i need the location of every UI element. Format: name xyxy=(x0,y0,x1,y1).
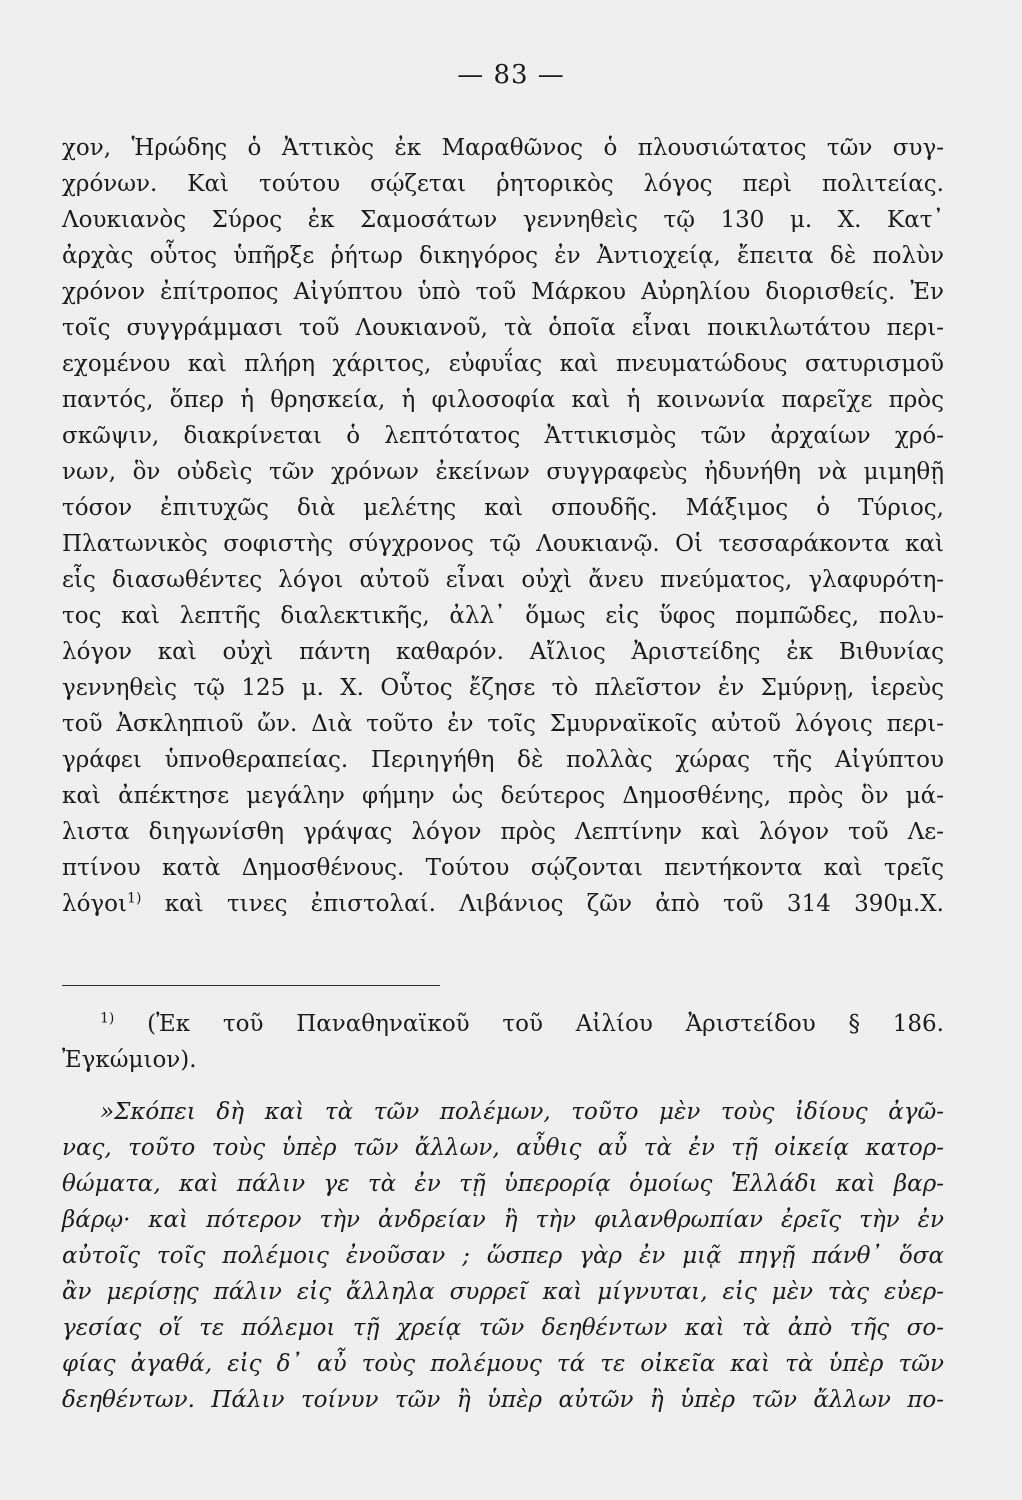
main-text-line: νων, ὃν οὐδεὶς τῶν χρόνων ἐκείνων συγγραφεὺς ἠδυνήθη νὰ μιμηθῇ xyxy=(62,459,944,485)
footnote-quote-line: δεηθέντων. Πάλιν τοίνυν τῶν ἢ ὑπὲρ αὐτῶν ἢ ὑπὲρ τῶν ἄλλων πο- xyxy=(62,1387,944,1413)
footnote-quote-line: ἂν μερίσῃς πάλιν εἰς ἄλληλα συρρεῖ καὶ μίγνυται, εἰς μὲν τὰς εὐερ- xyxy=(62,1279,944,1305)
footnote-quote-line: θώματα, καὶ πάλιν γε τὰ ἐν τῇ ὑπερορίᾳ ὁμοίως Ἑλλάδι καὶ βαρ- xyxy=(62,1171,944,1197)
last-line-rest: καὶ τινες ἐπιστολαί. Λιβάνιος ζῶν ἀπὸ τοῦ 314 390μ.Χ. xyxy=(141,891,944,917)
main-text-line: τοῖς συγγράμμασι τοῦ Λουκιανοῦ, τὰ ὁποῖα εἶναι ποικιλωτάτου περι- xyxy=(62,315,944,341)
footnote-separator-rule xyxy=(62,985,440,986)
main-text-line: τοῦ Ἀσκληπιοῦ ὤν. Διὰ τοῦτο ἐν τοῖς Σμυρναϊκοῖς αὐτοῦ λόγοις περι- xyxy=(62,711,944,737)
main-text-line: σκῶψιν, διακρίνεται ὁ λεπτότατος Ἀττικισμὸς τῶν ἀρχαίων χρό- xyxy=(62,423,944,449)
page-number: — 83 — xyxy=(457,60,565,90)
main-text-line: ἀρχὰς οὗτος ὑπῆρξε ῥήτωρ δικηγόρος ἐν Ἀντιοχείᾳ, ἔπειτα δὲ πολὺν xyxy=(62,243,944,269)
main-text-line: καὶ ἀπέκτησε μεγάλην φήμην ὡς δεύτερος Δημοσθένης, πρὸς ὃν μά- xyxy=(62,783,944,809)
main-text-line: γράφει ὑπνοθεραπείας. Περιηγήθη δὲ πολλὰς χώρας τῆς Αἰγύπτου xyxy=(62,747,944,773)
main-text-line: τος καὶ λεπτῆς διαλεκτικῆς, ἀλλ᾽ ὅμως εἰς ὕφος πομπῶδες, πολυ- xyxy=(62,603,944,629)
footnote-line xyxy=(100,1006,944,1042)
main-text-line: λόγον καὶ οὐχὶ πάντη καθαρόν. Αἴλιος Ἀριστείδης ἐκ Βιθυνίας xyxy=(62,639,944,665)
main-text-line: πτίνου κατὰ Δημοσθένους. Τούτου σῴζονται πεντήκοντα καὶ τρεῖς xyxy=(62,855,944,881)
footnote-marker: 1) xyxy=(100,1010,115,1027)
main-text-line: λιστα διηγωνίσθη γράψας λόγον πρὸς Λεπτίνην καὶ λόγον τοῦ Λε- xyxy=(62,819,944,845)
footnote-quote-line: »Σκόπει δὴ καὶ τὰ τῶν πολέμων, τοῦτο μὲν τοὺς ἰδίους ἀγῶ- xyxy=(100,1099,944,1125)
last-line-start: λόγοι xyxy=(62,891,128,917)
footnote-quote-line: αὐτοῖς τοῖς πολέμοις ἐνοῦσαν ; ὥσπερ γὰρ ἐν μιᾷ πηγῇ πάνθ᾽ ὅσα xyxy=(62,1243,944,1269)
footnote-quote-line: φίας ἀγαθά, εἰς δ᾽ αὖ τοὺς πολέμους τά τε οἰκεῖα καὶ τὰ ὑπὲρ τῶν xyxy=(62,1351,944,1377)
main-text-line: χρόνων. Καὶ τούτου σῴζεται ῥητορικὸς λόγος περὶ πολιτείας. xyxy=(62,171,944,197)
main-text-line: παντός, ὅπερ ἡ θρησκεία, ἡ φιλοσοφία καὶ ἡ κοινωνία παρεῖχε πρὸς xyxy=(62,387,944,413)
footnote-quote-line: γεσίας οἵ τε πόλεμοι τῇ χρείᾳ τῶν δεηθέντων καὶ τὰ ἀπὸ τῆς σο- xyxy=(62,1315,944,1341)
footnote-line: Ἐγκώμιον). xyxy=(62,1047,197,1073)
main-text-line: εχομένου καὶ πλήρη χάριτος, εὐφυΐας καὶ πνευματώδους σατυρισμοῦ xyxy=(62,351,944,377)
main-text-line: Πλατωνικὸς σοφιστὴς σύγχρονος τῷ Λουκιανῷ. Οἱ τεσσαράκοντα καὶ xyxy=(62,531,944,557)
main-text-line: χρόνον ἐπίτροπος Αἰγύπτου ὑπὸ τοῦ Μάρκου Αὐρηλίου διορισθείς. Ἐν xyxy=(62,279,944,305)
main-text-line: τόσον ἐπιτυχῶς διὰ μελέτης καὶ σπουδῆς. Μάξιμος ὁ Τύριος, xyxy=(62,495,944,521)
footnote-citation: (Ἐκ τοῦ Παναθηναϊκοῦ τοῦ Αἰλίου Ἀριστείδου § 186. xyxy=(114,1011,944,1037)
footnote-quote-line: νας, τοῦτο τοὺς ὑπὲρ τῶν ἄλλων, αὖθις αὖ τὰ ἐν τῇ οἰκείᾳ κατορ- xyxy=(62,1135,944,1161)
main-text-line: Λουκιανὸς Σύρος ἐκ Σαμοσάτων γεννηθεὶς τῷ 130 μ. Χ. Κατ᾽ xyxy=(62,207,944,233)
footnote-quote-line: βάρῳ· καὶ πότερον τὴν ἀνδρείαν ἢ τὴν φιλανθρωπίαν ἐρεῖς τὴν ἐν xyxy=(62,1207,944,1233)
footnote-reference: 1) xyxy=(127,890,142,907)
main-text-line: γεννηθεὶς τῷ 125 μ. Χ. Οὗτος ἔζησε τὸ πλεῖστον ἐν Σμύρνῃ, ἱερεὺς xyxy=(62,675,944,701)
main-text-line: εἷς διασωθέντες λόγοι αὐτοῦ εἶναι οὐχὶ ἄνευ πνεύματος, γλαφυρότη- xyxy=(62,567,944,593)
main-text-last-line xyxy=(62,886,944,922)
main-text-line: χον, Ἡρώδης ὁ Ἀττικὸς ἐκ Μαραθῶνος ὁ πλουσιώτατος τῶν συγ- xyxy=(62,135,944,161)
